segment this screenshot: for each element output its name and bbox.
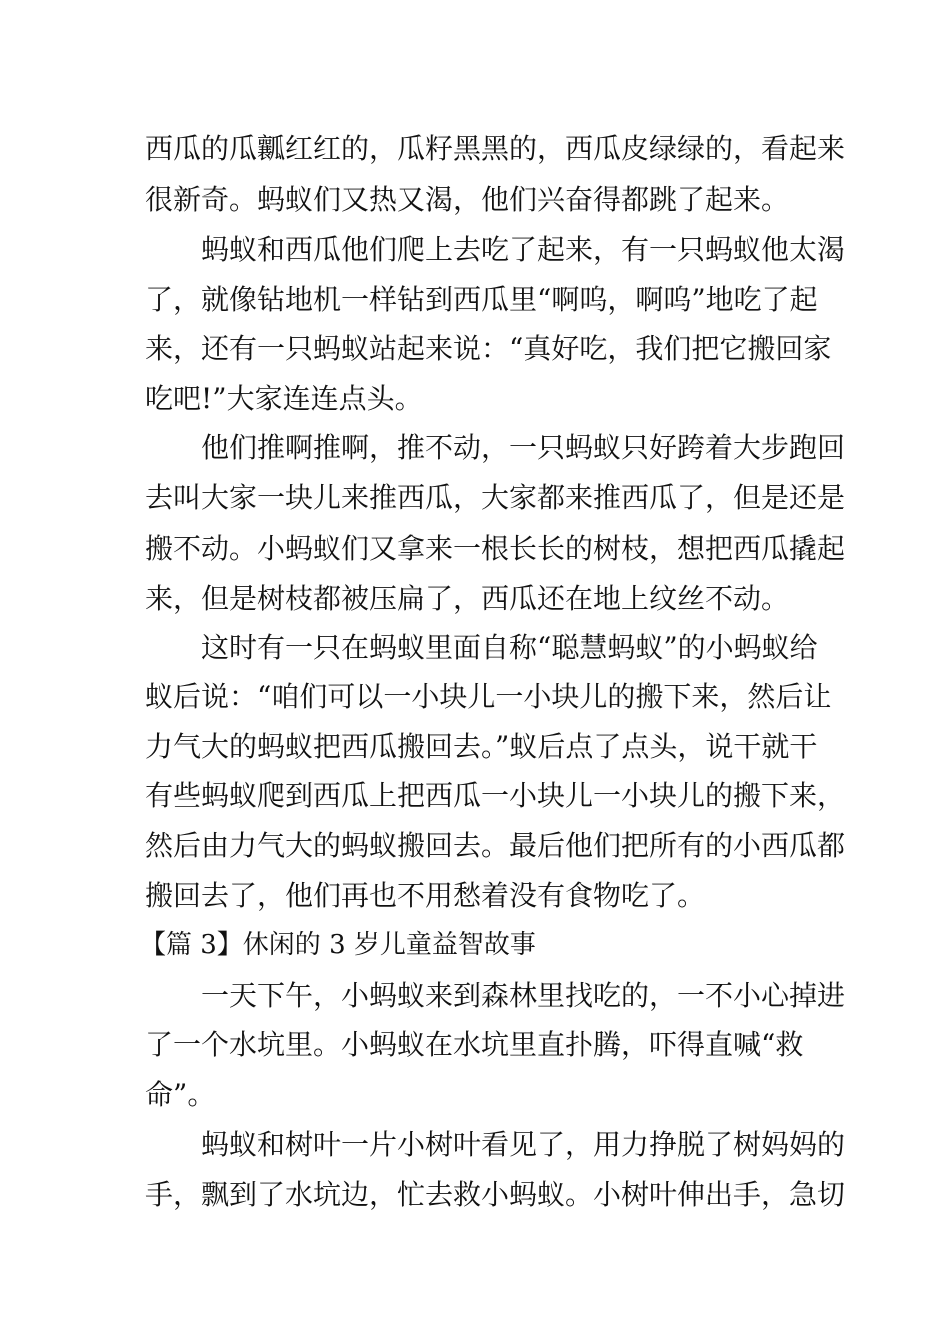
text-line: 蚁后说：“咱们可以一小块儿一小块儿的搬下来，然后让	[145, 680, 832, 713]
text-line: 有些蚂蚁爬到西瓜上把西瓜一小块儿一小块儿的搬下来，	[145, 779, 846, 812]
text-line: 力气大的蚂蚁把西瓜搬回去。”蚁后点了点头，说干就干	[145, 730, 818, 763]
text-line: 来，但是树枝都被压扁了，西瓜还在地上纹丝不动。	[145, 582, 790, 615]
text-line: 手，飘到了水坑边，忙去救小蚂蚁。小树叶伸出手，急切	[145, 1178, 846, 1211]
text-line: 西瓜的瓜瓤红红的，瓜籽黑黑的，西瓜皮绿绿的，看起来	[145, 132, 846, 165]
text-line: 搬回去了，他们再也不用愁着没有食物吃了。	[145, 879, 706, 912]
text-line: 来，还有一只蚂蚁站起来说：“真好吃，我们把它搬回家	[145, 332, 832, 365]
paragraph-start-line: 蚂蚁和西瓜他们爬上去吃了起来，有一只蚂蚁他太渴	[201, 233, 846, 266]
text-line: 去叫大家一块儿来推西瓜，大家都来推西瓜了，但是还是	[145, 481, 846, 514]
text-line: 了，就像钻地机一样钻到西瓜里“啊呜，啊呜”地吃了起	[145, 283, 818, 316]
paragraph-start-line: 这时有一只在蚂蚁里面自称“聪慧蚂蚁”的小蚂蚁给	[201, 631, 818, 664]
text-line: 很新奇。蚂蚁们又热又渴，他们兴奋得都跳了起来。	[145, 183, 790, 216]
paragraph-start-line: 蚂蚁和树叶一片小树叶看见了，用力挣脱了树妈妈的	[201, 1128, 846, 1161]
text-line: 了一个水坑里。小蚂蚁在水坑里直扑腾，吓得直喊“救	[145, 1028, 804, 1061]
paragraph-start-line: 他们推啊推啊，推不动，一只蚂蚁只好跨着大步跑回	[201, 431, 846, 464]
paragraph-start-line: 一天下午，小蚂蚁来到森林里找吃的，一不小心掉进	[201, 979, 846, 1012]
section-heading: 【篇 3】休闲的 3 岁儿童益智故事	[140, 930, 536, 960]
text-line: 命”。	[145, 1078, 216, 1111]
text-line: 然后由力气大的蚂蚁搬回去。最后他们把所有的小西瓜都	[145, 829, 846, 862]
text-line: 搬不动。小蚂蚁们又拿来一根长长的树枝，想把西瓜撬起	[145, 532, 846, 565]
text-line: 吃吧!”大家连连点头。	[145, 382, 423, 415]
